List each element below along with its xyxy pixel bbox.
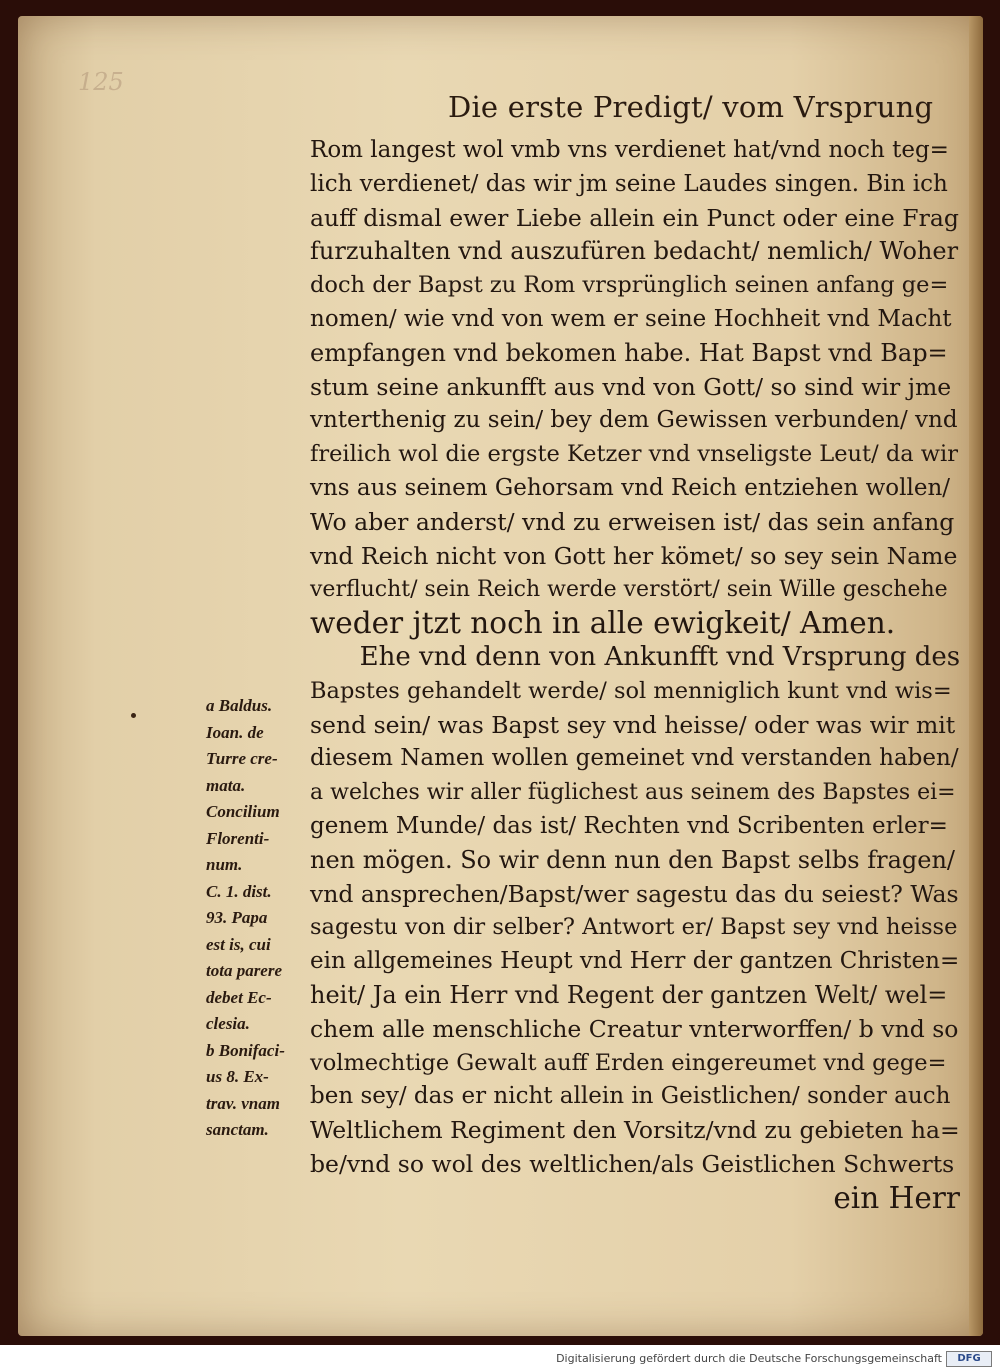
text-line: furzuhalten vnd auszufüren bedacht/ nemlich/ Woher xyxy=(310,237,959,266)
text-line: Rom langest wol vmb vns verdienet hat/vnd noch teg= xyxy=(310,137,949,163)
text-line: heit/ Ja ein Herr vnd Regent der gantzen Welt/ wel= xyxy=(310,980,948,1009)
catchword: ein Herr xyxy=(833,1180,960,1215)
marginal-note-line: mata. xyxy=(206,775,246,795)
text-line: lich verdienet/ das wir jm seine Laudes singen. Bin ich xyxy=(310,170,948,197)
marginal-note-line: Turre cre- xyxy=(206,749,278,768)
marginal-note-line: tota parere xyxy=(206,961,283,980)
text-line: auff dismal ewer Liebe allein ein Punct oder eine Frag xyxy=(310,203,959,232)
marginal-note-line: a Baldus. xyxy=(206,696,273,715)
marginal-note-line: Concilium xyxy=(206,802,280,821)
body-text xyxy=(310,134,960,1216)
footer-bar xyxy=(0,1345,1000,1372)
marginal-note-line: clesia. xyxy=(206,1014,250,1033)
text-line: be/vnd so wol des weltlichen/als Geistlichen Schwerts xyxy=(310,1149,955,1178)
text-line: genem Munde/ das ist/ Rechten vnd Scribenten erler= xyxy=(310,812,948,839)
text-line: ben sey/ das er nicht allein in Geistlichen/ sonder auch xyxy=(310,1083,951,1110)
marginal-note-line: trav. vnam xyxy=(206,1093,280,1113)
text-line: empfangen vnd bekomen habe. Hat Bapst vnd Bap= xyxy=(310,338,948,367)
text-line: Bapstes gehandelt werde/ sol menniglich kunt vnd wis= xyxy=(310,677,952,704)
text-line: stum seine ankunfft aus vnd von Gott/ so sind wir jme xyxy=(310,372,952,401)
marginal-notes xyxy=(206,693,326,1144)
marginal-note-line: num. xyxy=(206,855,243,874)
marginal-note-line: us 8. Ex- xyxy=(206,1067,269,1086)
page-number: 125 xyxy=(78,68,124,96)
marginal-note-line: Ioan. de xyxy=(206,722,264,742)
text-line: verflucht/ sein Reich werde verstört/ sein Wille geschehe xyxy=(310,577,948,603)
marginal-note-line: C. 1. dist. xyxy=(206,881,272,901)
book-page xyxy=(18,16,983,1336)
text-line: vnd Reich nicht von Gott her kömet/ so sey sein Name xyxy=(310,541,958,570)
footer-credit: Digitalisierung gefördert durch die Deutsche Forschungsgemeinschaft xyxy=(556,1352,942,1365)
text-line: diesem Namen wollen gemeinet vnd verstanden haben/ xyxy=(310,745,959,772)
marginal-note-line: sanctam. xyxy=(206,1120,269,1139)
marginal-note-line: Florenti- xyxy=(206,828,270,848)
marginal-note-line: b Bonifaci- xyxy=(206,1040,285,1060)
text-line: nomen/ wie vnd von wem er seine Hochheit vnd Macht xyxy=(310,305,952,332)
marginal-note-line: 93. Papa xyxy=(206,908,268,927)
text-line: ein allgemeines Heupt vnd Herr der gantzen Christen= xyxy=(310,948,960,975)
text-line: Wo aber anderst/ vnd zu erweisen ist/ das sein anfang xyxy=(310,507,955,536)
text-line: weder jtzt noch in alle ewigkeit/ Amen. xyxy=(310,606,896,641)
text-line: chem alle menschliche Creatur vnterworffen/ b vnd so xyxy=(310,1014,959,1043)
text-line: freilich wol die ergste Ketzer vnd vnseligste Leut/ da wir xyxy=(310,441,958,468)
text-line: Ehe vnd denn von Ankunfft vnd Vrsprung des xyxy=(310,641,961,672)
dfg-logo-icon: DFG xyxy=(946,1351,992,1367)
text-line: vns aus seinem Gehorsam vnd Reich entziehen wollen/ xyxy=(310,474,951,501)
text-line: send sein/ was Bapst sey vnd heisse/ oder was wir mit xyxy=(310,710,956,739)
marginal-note-line: est is, cui xyxy=(206,934,271,954)
text-line: vnd ansprechen/Bapst/wer sagestu das du seiest? Was xyxy=(310,879,959,908)
text-line: sagestu von dir selber? Antwort er/ Bapst sey vnd heisse xyxy=(310,914,958,941)
text-line: vnterthenig zu sein/ bey dem Gewissen verbunden/ vnd xyxy=(310,407,958,434)
text-line: volmechtige Gewalt auff Erden eingereumet vnd gege= xyxy=(310,1049,947,1076)
text-line: nen mögen. So wir denn nun den Bapst selbs fragen/ xyxy=(310,845,956,874)
page-edge xyxy=(969,16,983,1336)
text-line: doch der Bapst zu Rom vrsprünglich seinen anfang ge= xyxy=(310,272,949,299)
running-head: Die erste Predigt/ vom Vrsprung xyxy=(448,90,934,124)
text-line: Weltlichem Regiment den Vorsitz/vnd zu gebieten ha= xyxy=(310,1116,960,1145)
marginal-note-line: debet Ec- xyxy=(206,987,272,1007)
text-line: a welches wir aller füglichest aus seinem des Bapstes ei= xyxy=(310,780,956,806)
ink-speck xyxy=(131,713,136,718)
